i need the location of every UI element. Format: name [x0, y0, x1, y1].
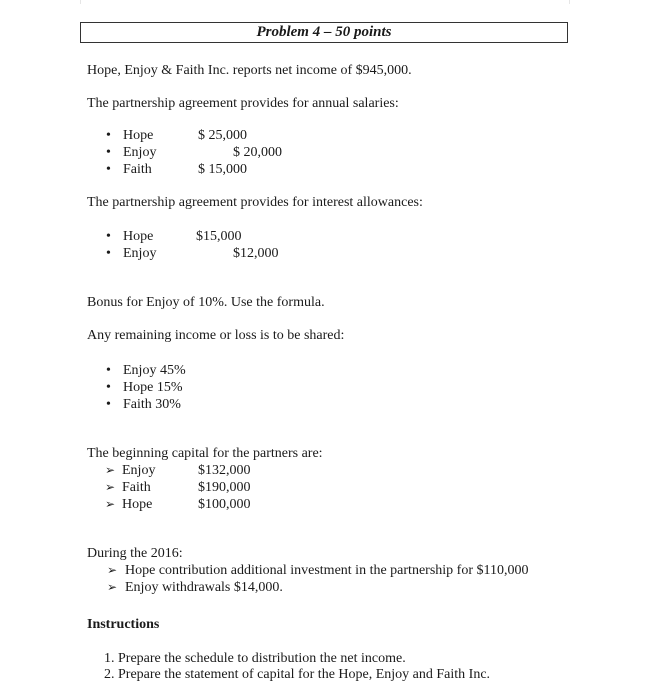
capital-amount-enjoy: $132,000	[198, 463, 251, 478]
salary-amount-faith: $ 15,000	[198, 162, 247, 177]
during-item-enjoy: Enjoy withdrawals $14,000.	[125, 580, 283, 595]
bonus-text: Bonus for Enjoy of 10%. Use the formula.	[87, 295, 325, 310]
interest-name-hope: Hope	[123, 229, 154, 244]
salary-name-faith: Faith	[123, 162, 152, 177]
salary-name-enjoy: Enjoy	[123, 145, 157, 160]
share-hope: Hope 15%	[123, 380, 183, 395]
capital-name-hope: Hope	[122, 497, 153, 512]
instruction-2: 2. Prepare the statement of capital for the Hope, Enjoy and Faith Inc.	[104, 667, 491, 682]
bullet-icon: •	[106, 246, 111, 261]
during-item-hope: Hope contribution additional investment in the partnership for $110,000	[125, 563, 529, 578]
during-heading: During the 2016:	[87, 546, 183, 561]
arrow-bullet-icon: ➢	[105, 497, 116, 511]
arrow-bullet-icon: ➢	[105, 480, 116, 494]
capital-name-enjoy: Enjoy	[122, 463, 156, 478]
interest-amount-hope: $15,000	[196, 229, 242, 244]
share-enjoy: Enjoy 45%	[123, 363, 186, 378]
salary-name-hope: Hope	[123, 128, 154, 143]
interest-amount-enjoy: $12,000	[233, 246, 279, 261]
bullet-icon: •	[106, 380, 111, 395]
intro-text: Hope, Enjoy & Faith Inc. reports net income of $945,000.	[87, 63, 412, 78]
capital-heading: The beginning capital for the partners are:	[87, 446, 323, 461]
capital-name-faith: Faith	[122, 480, 151, 495]
bullet-icon: •	[106, 145, 111, 160]
salary-amount-enjoy: $ 20,000	[233, 145, 282, 160]
bullet-icon: •	[106, 397, 111, 412]
page-top-edge	[80, 0, 570, 4]
instructions-heading: Instructions	[87, 617, 160, 632]
arrow-bullet-icon: ➢	[105, 463, 116, 477]
instruction-1: 1. Prepare the schedule to distribution the net income.	[104, 651, 406, 666]
bullet-icon: •	[106, 363, 111, 378]
capital-amount-hope: $100,000	[198, 497, 251, 512]
interest-heading: The partnership agreement provides for interest allowances:	[87, 195, 423, 210]
arrow-bullet-icon: ➢	[107, 580, 118, 594]
problem-title: Problem 4 – 50 points	[80, 22, 568, 43]
salaries-heading: The partnership agreement provides for annual salaries:	[87, 96, 399, 111]
bullet-icon: •	[106, 128, 111, 143]
remaining-heading: Any remaining income or loss is to be shared:	[87, 328, 345, 343]
capital-amount-faith: $190,000	[198, 480, 251, 495]
interest-name-enjoy: Enjoy	[123, 246, 157, 261]
arrow-bullet-icon: ➢	[107, 563, 118, 577]
share-faith: Faith 30%	[123, 397, 181, 412]
bullet-icon: •	[106, 162, 111, 177]
salary-amount-hope: $ 25,000	[198, 128, 247, 143]
bullet-icon: •	[106, 229, 111, 244]
